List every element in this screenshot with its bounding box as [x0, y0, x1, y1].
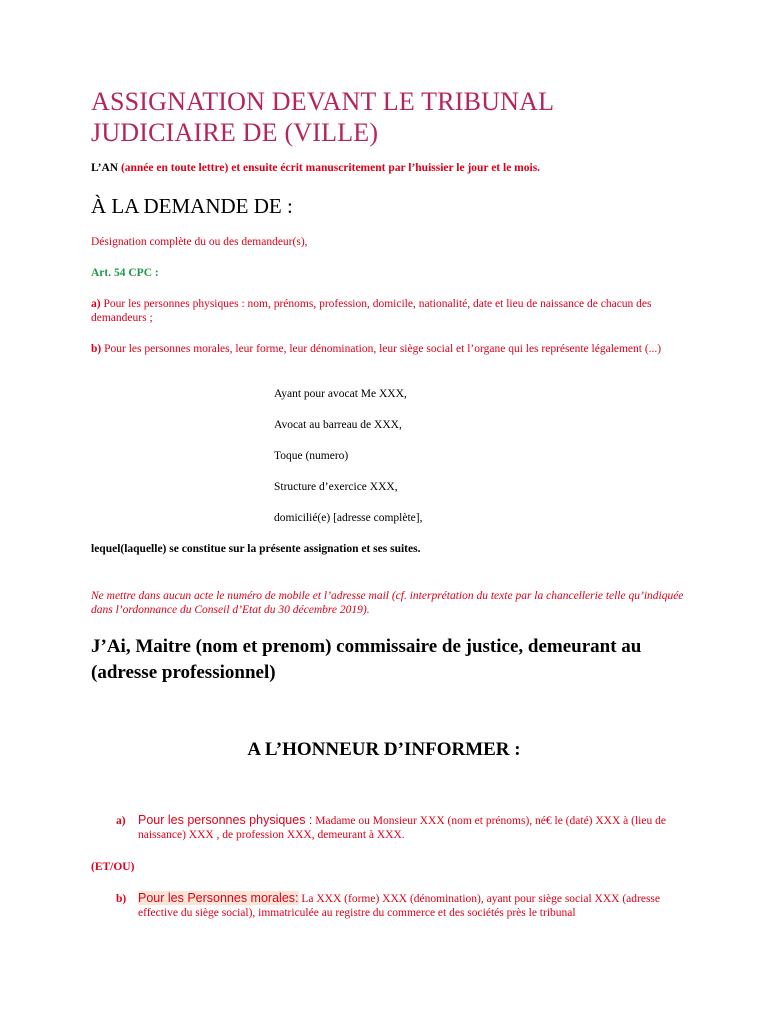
paragraph-a-label: a): [91, 298, 101, 310]
avocat-line: Ayant pour avocat Me XXX,: [274, 388, 407, 400]
item-a-lead: Pour les personnes physiques :: [138, 813, 313, 827]
paragraph-a: [91, 297, 691, 325]
paragraph-b: [91, 342, 691, 356]
confidentiality-note: Ne mettre dans aucun acte le numéro de mobile et l’adresse mail (cf. interprétation du texte par la chancellerie telle qu’indiquée dans l’ordonnance du Conseil d’Etat du 30 décembre 2019).: [91, 590, 684, 616]
lan-instruction: (année en toute lettre) et ensuite écrit manuscritement par l’huissier le jour et le mois.: [118, 162, 541, 174]
paragraph-b-text: Pour les personnes morales, leur forme, leur dénomination, leur siège social et l’organe qui les représente légalement (...): [101, 343, 662, 355]
honneur-heading: A L’HONNEUR D’INFORMER :: [247, 739, 521, 760]
demande-heading: À LA DEMANDE DE :: [91, 194, 293, 218]
paragraph-a-text: Pour les personnes physiques : nom, prénoms, profession, domicile, nationalité, date et lieu de naissance de chacun des demandeurs ;: [91, 298, 652, 324]
structure-line: Structure d’exercice XXX,: [274, 481, 398, 493]
item-a-body: Madame ou Monsieur XXX (nom et prénoms), né€ le (daté) XXX à (lieu de naissance) XXX , de profession XXX, demeurant à XXX.: [138, 815, 666, 841]
toque-line: Toque (numero): [274, 450, 349, 462]
barreau-line: Avocat au barreau de XXX,: [274, 419, 402, 431]
lequel-line: lequel(laquelle) se constitue sur la présente assignation et ses suites.: [91, 543, 421, 555]
item-b-body: La XXX (forme) XXX (dénomination), ayant pour siège social XXX (adresse effective du siège social), immatriculée au registre du commerce et des sociétés près le tribunal: [138, 893, 660, 919]
item-a-text: [138, 813, 683, 842]
domicile-line: domicilié(e) [adresse complète],: [274, 512, 423, 524]
et-ou-label: (ET/OU): [91, 861, 135, 873]
lan-line: [91, 162, 540, 174]
item-b-lead: Pour les Personnes morales:: [138, 891, 299, 905]
lan-prefix: L’AN: [91, 162, 119, 174]
document-title: ASSIGNATION DEVANT LE TRIBUNAL JUDICIAIRE DE (VILLE): [91, 87, 554, 147]
item-b-label: b): [116, 893, 127, 905]
designation-text: Désignation complète du ou des demandeur(s),: [91, 236, 308, 248]
jai-heading: J’Ai, Maitre (nom et prenom) commissaire de justice, demeurant au (adresse professionnel): [91, 636, 642, 683]
paragraph-b-label: b): [91, 343, 102, 355]
article-reference: Art. 54 CPC :: [91, 267, 159, 279]
item-a-label: a): [116, 815, 126, 827]
item-b-text: [138, 891, 683, 920]
